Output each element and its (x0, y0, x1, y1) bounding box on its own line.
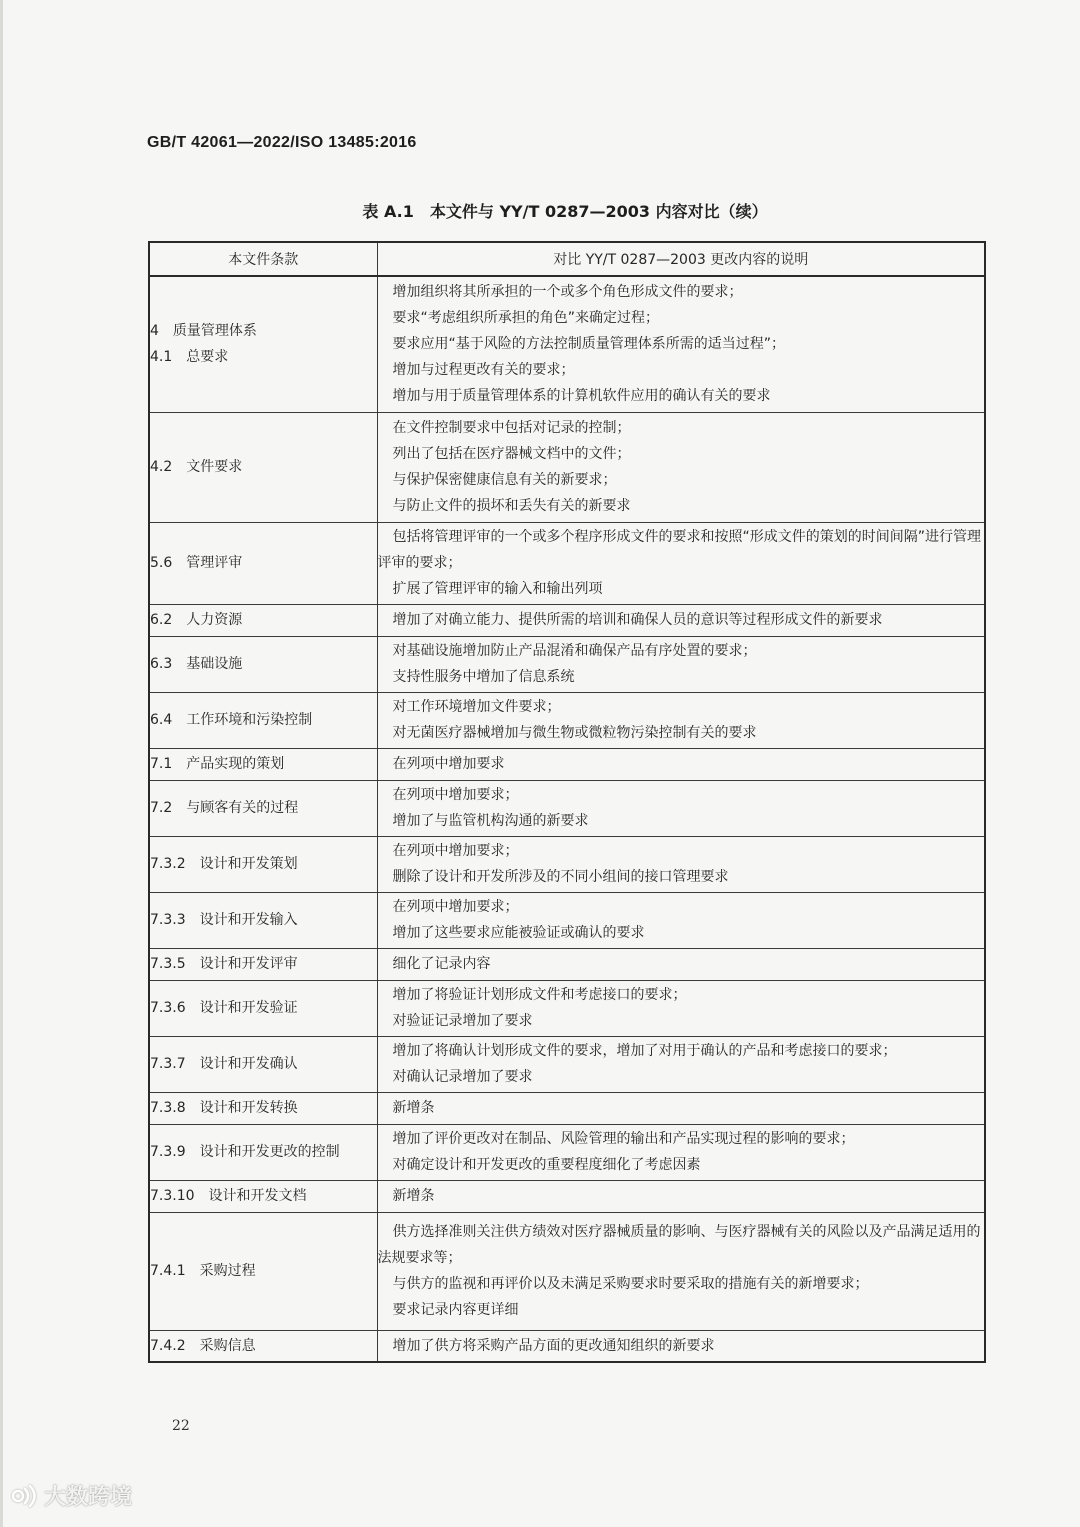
table-row (149, 948, 985, 980)
table-row (149, 892, 985, 948)
table-header-row (149, 242, 985, 276)
description-line: 增加了对确立能力、提供所需的培训和确保人员的意识等过程形成文件的新要求 (392, 612, 883, 628)
clause-cell (149, 692, 377, 748)
clause-line: 7.1 产品实现的策划 (150, 756, 285, 772)
description-line: 增加了这些要求应能被验证或确认的要求 (392, 925, 645, 941)
clause-line: 7.2 与顾客有关的过程 (150, 800, 299, 816)
description-line: 对工作环境增加文件要求； (392, 699, 561, 715)
clause-cell (149, 1036, 377, 1092)
description-line: 对基础设施增加防止产品混淆和确保产品有序处置的要求； (392, 643, 757, 659)
clause-cell (149, 836, 377, 892)
table-row (149, 1124, 985, 1180)
description-cell (377, 748, 985, 780)
description-line: 在列项中增加要求 (392, 756, 505, 772)
description-line: 在列项中增加要求； (392, 787, 519, 803)
clause-cell (149, 522, 377, 604)
clause-cell (149, 948, 377, 980)
clause-cell (149, 276, 377, 412)
description-line: 供方选择准则关注供方绩效对医疗器械质量的影响、与医疗器械有关的风险以及产品满足适用的法规要求等； (377, 1224, 981, 1266)
description-line: 新增条 (392, 1100, 435, 1116)
clause-cell (149, 412, 377, 522)
comparison-table (148, 241, 986, 1363)
description-cell (377, 276, 985, 412)
clause-line: 7.3.6 设计和开发验证 (150, 1000, 298, 1016)
description-line: 要求“考虑组织所承担的角色”来确定过程； (392, 310, 660, 327)
table-row (149, 780, 985, 836)
clause-line: 5.6 管理评审 (150, 555, 243, 571)
page-number: 22 (172, 1418, 190, 1434)
description-cell (377, 780, 985, 836)
table-row (149, 636, 985, 692)
clause-line: 7.3.7 设计和开发确认 (150, 1056, 298, 1072)
standard-number: GB/T 42061—2022/ISO 13485:2016 (147, 134, 417, 151)
clause-cell (149, 892, 377, 948)
watermark-text: 大数跨境 (44, 1485, 133, 1510)
description-line: 增加与用于质量管理体系的计算机软件应用的确认有关的要求 (392, 388, 771, 405)
description-line: 扩展了管理评审的输入和输出列项 (392, 581, 603, 597)
description-cell (377, 1180, 985, 1212)
description-line: 增加组织将其所承担的一个或多个角色形成文件的要求； (392, 284, 743, 301)
clause-cell (149, 604, 377, 636)
description-line: 增加了与监管机构沟通的新要求 (392, 813, 589, 829)
description-line: 列出了包括在医疗器械文档中的文件； (392, 446, 631, 462)
table-row (149, 276, 985, 412)
description-line: 与保护保密健康信息有关的新要求； (392, 472, 617, 488)
clause-line: 7.3.2 设计和开发策划 (150, 856, 298, 872)
description-line: 细化了记录内容 (392, 956, 491, 972)
description-line: 增加了供方将采购产品方面的更改通知组织的新要求 (392, 1337, 715, 1354)
description-line: 包括将管理评审的一个或多个程序形成文件的要求和按照“形成文件的策划的时间间隔”进行管理评审的要求； (377, 529, 982, 571)
description-line: 增加了将验证计划形成文件和考虑接口的要求； (392, 987, 687, 1003)
description-line: 对无菌医疗器械增加与微生物或微粒物污染控制有关的要求 (392, 725, 757, 741)
clause-line: 7.3.5 设计和开发评审 (150, 956, 298, 972)
table-row (149, 692, 985, 748)
description-cell (377, 636, 985, 692)
description-line: 新增条 (392, 1188, 435, 1204)
clause-line: 7.3.8 设计和开发转换 (150, 1100, 298, 1116)
table-row (149, 522, 985, 604)
description-line: 要求记录内容更详细 (392, 1302, 519, 1318)
clause-cell (149, 1124, 377, 1180)
description-line: 支持性服务中增加了信息系统 (392, 669, 575, 685)
table-row (149, 1036, 985, 1092)
description-cell (377, 1036, 985, 1092)
description-line: 对确认记录增加了要求 (392, 1069, 533, 1085)
description-cell (377, 1330, 985, 1362)
description-line: 在文件控制要求中包括对记录的控制； (392, 420, 631, 436)
table-body (149, 276, 985, 1362)
clause-cell (149, 780, 377, 836)
watermark (10, 1480, 132, 1511)
description-cell (377, 1124, 985, 1180)
clause-line: 4.1 总要求 (150, 349, 229, 366)
clause-line: 7.3.10 设计和开发文档 (150, 1188, 307, 1204)
description-cell (377, 948, 985, 980)
table-row (149, 836, 985, 892)
description-cell (377, 836, 985, 892)
table-row (149, 1180, 985, 1212)
clause-line: 7.3.9 设计和开发更改的控制 (150, 1144, 340, 1160)
column-header-description: 对比 YY/T 0287—2003 更改内容的说明 (377, 242, 985, 276)
clause-cell (149, 748, 377, 780)
clause-cell (149, 980, 377, 1036)
clause-line: 6.2 人力资源 (150, 612, 243, 628)
clause-line: 7.4.1 采购过程 (150, 1263, 256, 1279)
description-line: 要求应用“基于风险的方法控制质量管理体系所需的适当过程”； (392, 336, 786, 353)
column-header-clause: 本文件条款 (149, 242, 377, 276)
clause-line: 7.4.2 采购信息 (150, 1337, 256, 1354)
description-cell (377, 692, 985, 748)
clause-line: 6.4 工作环境和污染控制 (150, 712, 313, 728)
clause-cell (149, 1092, 377, 1124)
table-row (149, 748, 985, 780)
clause-cell (149, 636, 377, 692)
clause-cell (149, 1212, 377, 1330)
clause-line: 6.3 基础设施 (150, 656, 243, 672)
description-line: 增加了将确认计划形成文件的要求，增加了对用于确认的产品和考虑接口的要求； (392, 1043, 897, 1059)
clause-line: 7.3.3 设计和开发输入 (150, 912, 298, 928)
clause-line: 4 质量管理体系 (150, 323, 257, 340)
description-line: 增加与过程更改有关的要求； (392, 362, 575, 379)
description-cell (377, 412, 985, 522)
table-row (149, 980, 985, 1036)
table-row (149, 1330, 985, 1362)
table-row (149, 1092, 985, 1124)
clause-cell (149, 1330, 377, 1362)
description-line: 在列项中增加要求； (392, 843, 519, 859)
description-cell (377, 892, 985, 948)
table-row (149, 1212, 985, 1330)
description-line: 与供方的监视和再评价以及未满足采购要求时要采取的措施有关的新增要求； (392, 1276, 869, 1292)
table-row (149, 412, 985, 522)
description-line: 与防止文件的损坏和丢失有关的新要求 (392, 498, 631, 514)
description-cell (377, 1212, 985, 1330)
description-cell (377, 1092, 985, 1124)
sound-wave-logo-icon (10, 1484, 38, 1508)
table-row (149, 604, 985, 636)
clause-cell (149, 1180, 377, 1212)
description-cell (377, 522, 985, 604)
description-line: 对验证记录增加了要求 (392, 1013, 533, 1029)
description-line: 在列项中增加要求； (392, 899, 519, 915)
table-title: 表 A.1 本文件与 YY/T 0287—2003 内容对比（续） (362, 202, 768, 221)
description-cell (377, 980, 985, 1036)
description-line: 删除了设计和开发所涉及的不同小组间的接口管理要求 (392, 869, 729, 885)
description-cell (377, 604, 985, 636)
description-line: 对确定设计和开发更改的重要程度细化了考虑因素 (392, 1157, 701, 1173)
description-line: 增加了评价更改对在制品、风险管理的输出和产品实现过程的影响的要求； (392, 1131, 855, 1147)
clause-line: 4.2 文件要求 (150, 459, 243, 475)
